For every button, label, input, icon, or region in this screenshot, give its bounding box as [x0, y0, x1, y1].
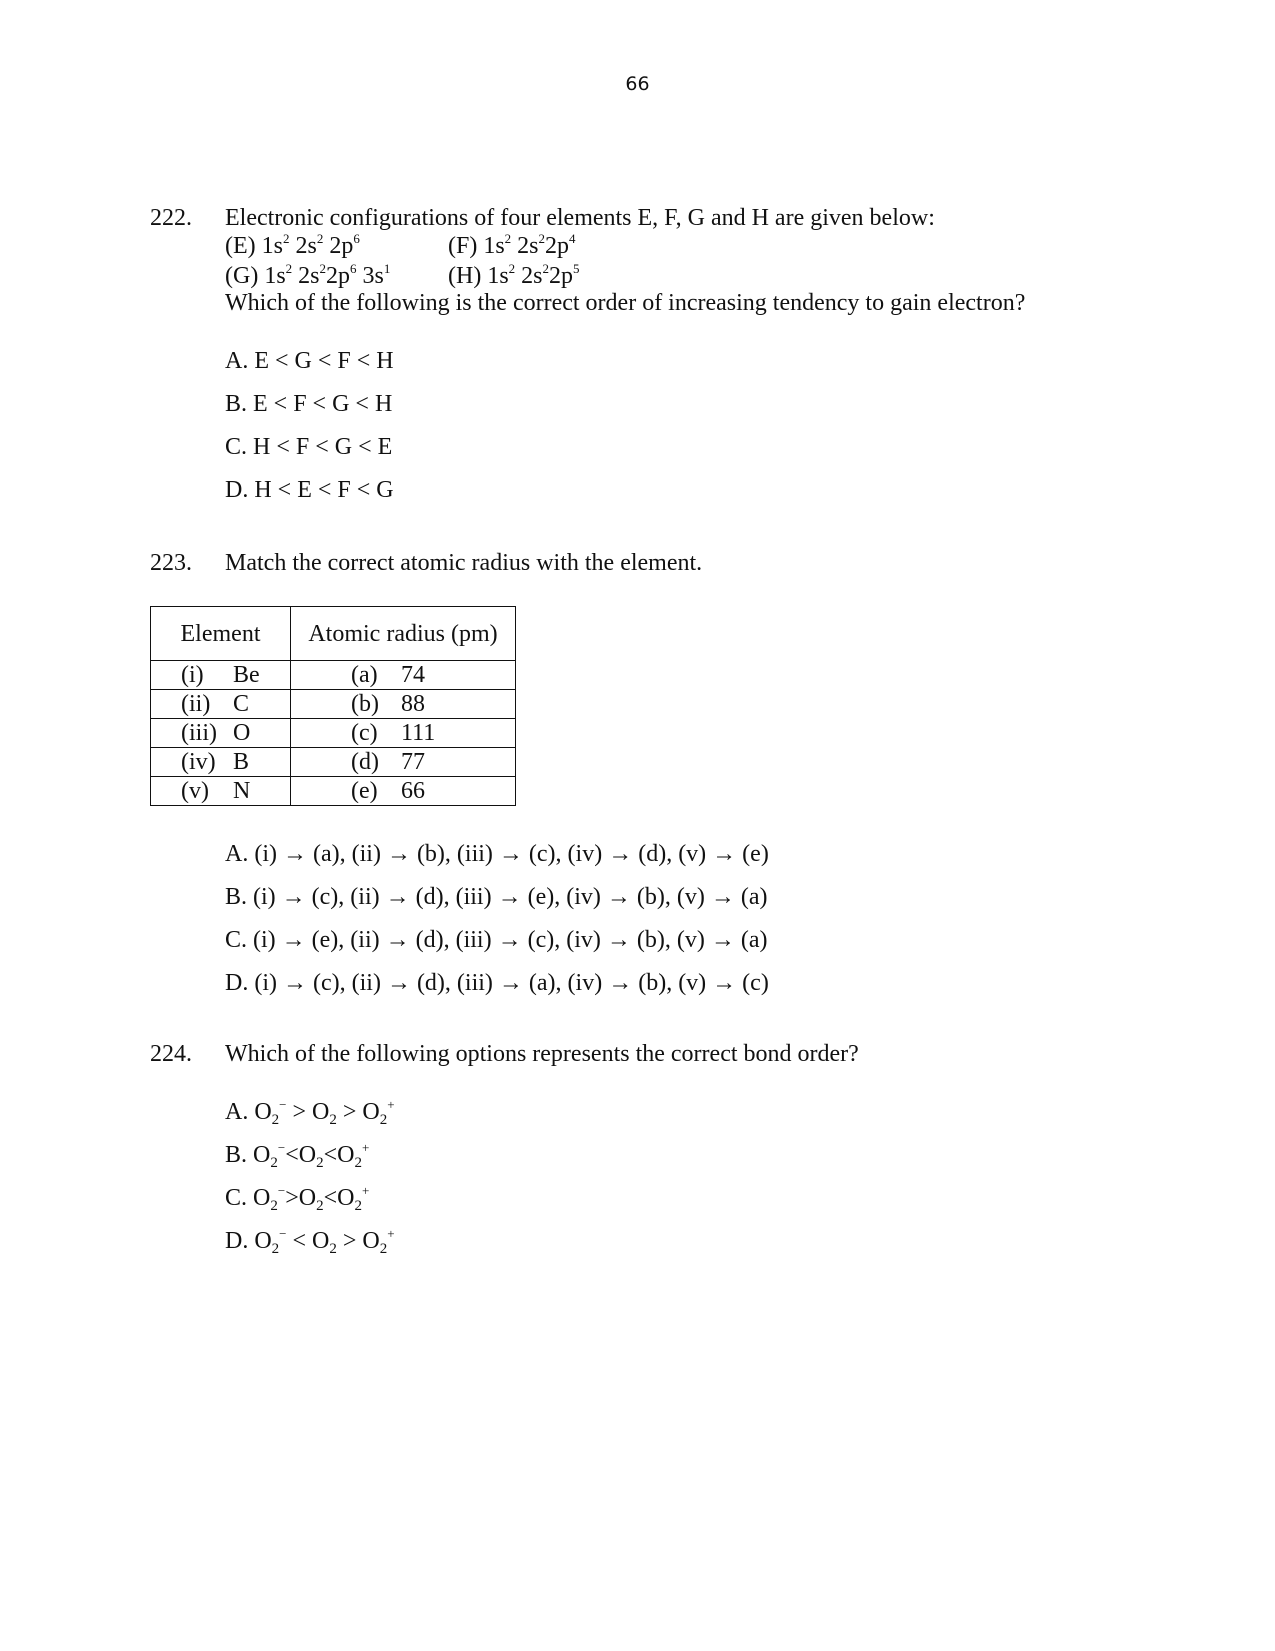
row-radius: 74: [401, 662, 425, 688]
question-number: 223.: [150, 550, 192, 576]
atomic-radius-table: [150, 606, 516, 806]
question-number: 222.: [150, 205, 192, 231]
row-letter: (a): [351, 662, 378, 688]
row-roman: (iv): [181, 749, 216, 775]
row-roman: (v): [181, 778, 209, 804]
question-stem: Which of the following options represents the correct bond order?: [225, 1041, 859, 1067]
question-text: Which of the following is the correct order of increasing tendency to gain electron?: [225, 290, 1026, 316]
option-b: B. $O_2^-<O_2<O_2^+$: [225, 1140, 370, 1171]
row-element: Be: [233, 662, 260, 688]
row-radius: 77: [401, 749, 425, 775]
table-row: [151, 777, 516, 806]
option-b: B. E < F < G < H: [225, 391, 393, 417]
row-letter: (d): [351, 749, 379, 775]
question-stem: Match the correct atomic radius with the element.: [225, 550, 703, 576]
option-a: A. E < G < F < H: [225, 348, 394, 374]
option-c: C. $O_2^->O_2<O_2^+$: [225, 1183, 370, 1214]
table-row: [151, 690, 516, 719]
option-b: B. (i) → (c), (ii) → (d), (iii) → (e), (iv) → (b), (v) → (a): [225, 884, 768, 910]
table-header-row: [151, 607, 516, 661]
option-d: D. (i) → (c), (ii) → (d), (iii) → (a), (iv) → (b), (v) → (c): [225, 970, 769, 996]
row-letter: (c): [351, 720, 378, 746]
table-row: [151, 748, 516, 777]
option-c: C. H < F < G < E: [225, 434, 393, 460]
config-G: (G) $1s^2$ $2s^22p^6$ $3s^1$: [225, 261, 391, 289]
page-number: 66: [625, 73, 650, 95]
row-roman: (ii): [181, 691, 211, 717]
row-letter: (b): [351, 691, 379, 717]
option-d: D. $O_2^- < O_2 > O_2^+$: [225, 1226, 395, 1257]
config-F: (F) $1s^2$ $2s^22p^4$: [448, 231, 576, 259]
option-a: A. $O_2^- > O_2 > O_2^+$: [225, 1097, 395, 1128]
question-number: 224.: [150, 1041, 192, 1067]
table-row: [151, 719, 516, 748]
table-row: [151, 661, 516, 690]
row-element: B: [233, 749, 250, 775]
config-H: (H) $1s^2$ $2s^22p^5$: [448, 261, 580, 289]
row-letter: (e): [351, 778, 378, 804]
row-radius: 88: [401, 691, 425, 717]
row-element: N: [233, 778, 251, 804]
option-d: D. H < E < F < G: [225, 477, 394, 503]
header-atomic-radius: Atomic radius (pm): [291, 607, 516, 661]
row-element: C: [233, 691, 250, 717]
row-radius: 111: [401, 720, 436, 746]
option-c: C. (i) → (e), (ii) → (d), (iii) → (c), (iv) → (b), (v) → (a): [225, 927, 768, 953]
row-element: O: [233, 720, 251, 746]
option-a: A. (i) → (a), (ii) → (b), (iii) → (c), (iv) → (d), (v) → (e): [225, 841, 769, 867]
config-E: (E) $1s^2$ $2s^2$ $2p^6$: [225, 231, 360, 259]
row-roman: (i): [181, 662, 204, 688]
row-roman: (iii): [181, 720, 217, 746]
question-stem: Electronic configurations of four elements E, F, G and H are given below:: [225, 205, 935, 231]
row-radius: 66: [401, 778, 425, 804]
header-element: Element: [151, 607, 291, 661]
